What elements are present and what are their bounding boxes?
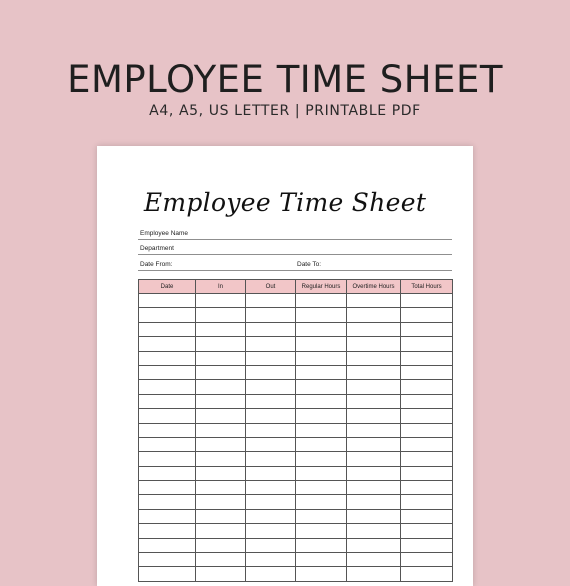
table-cell[interactable] xyxy=(246,567,296,581)
table-cell[interactable] xyxy=(347,452,401,466)
table-cell[interactable] xyxy=(196,365,246,379)
table-cell[interactable] xyxy=(196,481,246,495)
table-row xyxy=(139,308,453,322)
table-cell[interactable] xyxy=(401,294,453,308)
table-cell[interactable] xyxy=(401,553,453,567)
table-cell[interactable] xyxy=(196,437,246,451)
table-cell[interactable] xyxy=(401,394,453,408)
table-row xyxy=(139,524,453,538)
table-cell[interactable] xyxy=(139,495,196,509)
column-header-out: Out xyxy=(246,280,296,294)
table-cell[interactable] xyxy=(296,351,347,365)
table-cell[interactable] xyxy=(296,538,347,552)
table-cell[interactable] xyxy=(196,351,246,365)
table-cell[interactable] xyxy=(139,509,196,523)
table-cell[interactable] xyxy=(139,380,196,394)
table-cell[interactable] xyxy=(401,423,453,437)
table-cell[interactable] xyxy=(246,524,296,538)
table-row xyxy=(139,365,453,379)
table-cell[interactable] xyxy=(401,509,453,523)
table-cell[interactable] xyxy=(139,308,196,322)
table-cell[interactable] xyxy=(196,509,246,523)
banner-title: EMPLOYEE TIME SHEET xyxy=(67,58,503,101)
table-cell[interactable] xyxy=(347,553,401,567)
table-cell[interactable] xyxy=(139,567,196,581)
table-cell[interactable] xyxy=(196,553,246,567)
table-row xyxy=(139,351,453,365)
table-cell[interactable] xyxy=(246,351,296,365)
table-cell[interactable] xyxy=(347,365,401,379)
table-cell[interactable] xyxy=(246,495,296,509)
table-cell[interactable] xyxy=(196,308,246,322)
table-cell[interactable] xyxy=(296,337,347,351)
table-cell[interactable] xyxy=(139,466,196,480)
table-cell[interactable] xyxy=(196,423,246,437)
table-cell[interactable] xyxy=(401,452,453,466)
sheet-title: Employee Time Sheet xyxy=(143,188,427,217)
table-cell[interactable] xyxy=(139,294,196,308)
table-cell[interactable] xyxy=(139,437,196,451)
table-cell[interactable] xyxy=(139,351,196,365)
table-row xyxy=(139,466,453,480)
table-cell[interactable] xyxy=(296,322,347,336)
table-cell[interactable] xyxy=(246,437,296,451)
table-row xyxy=(139,409,453,423)
table-cell[interactable] xyxy=(196,337,246,351)
table-cell[interactable] xyxy=(401,538,453,552)
table-cell[interactable] xyxy=(401,409,453,423)
table-cell[interactable] xyxy=(347,322,401,336)
table-cell[interactable] xyxy=(139,322,196,336)
table-row xyxy=(139,337,453,351)
table-cell[interactable] xyxy=(347,437,401,451)
table-cell[interactable] xyxy=(347,409,401,423)
table-row xyxy=(139,509,453,523)
table-cell[interactable] xyxy=(196,538,246,552)
table-cell[interactable] xyxy=(139,538,196,552)
table-cell[interactable] xyxy=(246,538,296,552)
table-cell[interactable] xyxy=(401,365,453,379)
table-cell[interactable] xyxy=(347,481,401,495)
table-cell[interactable] xyxy=(401,380,453,394)
table-cell[interactable] xyxy=(401,495,453,509)
table-cell[interactable] xyxy=(246,322,296,336)
table-cell[interactable] xyxy=(246,380,296,394)
table-cell[interactable] xyxy=(296,409,347,423)
table-cell[interactable] xyxy=(296,437,347,451)
table-cell[interactable] xyxy=(347,351,401,365)
table-cell[interactable] xyxy=(347,567,401,581)
table-cell[interactable] xyxy=(296,524,347,538)
table-cell[interactable] xyxy=(347,509,401,523)
table-cell[interactable] xyxy=(246,365,296,379)
table-cell[interactable] xyxy=(401,437,453,451)
table-cell[interactable] xyxy=(246,394,296,408)
date-from-label: Date From: xyxy=(140,261,173,268)
table-cell[interactable] xyxy=(347,538,401,552)
table-cell[interactable] xyxy=(196,524,246,538)
table-header-row xyxy=(139,280,453,294)
table-cell[interactable] xyxy=(347,337,401,351)
table-cell[interactable] xyxy=(196,380,246,394)
column-header-regular-hours: Regular Hours xyxy=(296,280,347,294)
table-cell[interactable] xyxy=(296,308,347,322)
table-cell[interactable] xyxy=(196,466,246,480)
table-cell[interactable] xyxy=(296,294,347,308)
table-cell[interactable] xyxy=(296,380,347,394)
employee-name-label: Employee Name xyxy=(140,230,189,237)
table-cell[interactable] xyxy=(347,380,401,394)
timesheet-table xyxy=(138,279,453,582)
table-cell[interactable] xyxy=(139,423,196,437)
table-cell[interactable] xyxy=(246,423,296,437)
table-cell[interactable] xyxy=(139,409,196,423)
table-cell[interactable] xyxy=(296,452,347,466)
table-cell[interactable] xyxy=(347,423,401,437)
table-cell[interactable] xyxy=(246,409,296,423)
table-cell[interactable] xyxy=(347,308,401,322)
table-cell[interactable] xyxy=(246,294,296,308)
table-cell[interactable] xyxy=(246,452,296,466)
table-cell[interactable] xyxy=(296,567,347,581)
banner-subtitle: A4, A5, US LETTER | PRINTABLE PDF xyxy=(149,103,421,119)
table-row xyxy=(139,495,453,509)
table-cell[interactable] xyxy=(296,481,347,495)
table-cell[interactable] xyxy=(139,481,196,495)
table-cell[interactable] xyxy=(401,337,453,351)
table-row xyxy=(139,423,453,437)
table-cell[interactable] xyxy=(139,524,196,538)
table-cell[interactable] xyxy=(296,466,347,480)
table-row xyxy=(139,553,453,567)
table-row xyxy=(139,322,453,336)
date-line[interactable] xyxy=(138,270,452,271)
table-cell[interactable] xyxy=(196,409,246,423)
table-cell[interactable] xyxy=(401,567,453,581)
column-header-total-hours: Total Hours xyxy=(401,280,453,294)
table-cell[interactable] xyxy=(139,452,196,466)
table-cell[interactable] xyxy=(347,466,401,480)
date-to-label: Date To: xyxy=(297,261,322,268)
table-row xyxy=(139,538,453,552)
table-cell[interactable] xyxy=(401,466,453,480)
table-cell[interactable] xyxy=(296,423,347,437)
table-cell[interactable] xyxy=(196,322,246,336)
table-cell[interactable] xyxy=(196,394,246,408)
table-row xyxy=(139,567,453,581)
table-row xyxy=(139,394,453,408)
table-cell[interactable] xyxy=(246,308,296,322)
table-row xyxy=(139,452,453,466)
table-cell[interactable] xyxy=(347,394,401,408)
table-cell[interactable] xyxy=(296,509,347,523)
table-cell[interactable] xyxy=(139,553,196,567)
table-cell[interactable] xyxy=(296,553,347,567)
table-cell[interactable] xyxy=(401,351,453,365)
timesheet-page xyxy=(97,146,473,586)
table-cell[interactable] xyxy=(139,365,196,379)
table-cell[interactable] xyxy=(139,394,196,408)
table-cell[interactable] xyxy=(401,481,453,495)
table-cell[interactable] xyxy=(246,509,296,523)
table-row xyxy=(139,437,453,451)
table-cell[interactable] xyxy=(347,495,401,509)
department-line[interactable] xyxy=(138,254,452,255)
department-label: Department xyxy=(140,245,174,252)
column-header-in: In xyxy=(196,280,246,294)
column-header-overtime-hours: Overtime Hours xyxy=(347,280,401,294)
table-row xyxy=(139,481,453,495)
table-cell[interactable] xyxy=(196,495,246,509)
table-row xyxy=(139,380,453,394)
table-cell[interactable] xyxy=(246,466,296,480)
employee-name-line[interactable] xyxy=(138,239,452,240)
table-cell[interactable] xyxy=(347,524,401,538)
table-cell[interactable] xyxy=(401,322,453,336)
table-cell[interactable] xyxy=(296,365,347,379)
table-row xyxy=(139,294,453,308)
table-cell[interactable] xyxy=(401,524,453,538)
table-cell[interactable] xyxy=(246,481,296,495)
table-cell[interactable] xyxy=(296,495,347,509)
timesheet-body xyxy=(139,294,453,582)
table-cell[interactable] xyxy=(296,394,347,408)
table-cell[interactable] xyxy=(196,294,246,308)
table-cell[interactable] xyxy=(401,308,453,322)
table-cell[interactable] xyxy=(196,567,246,581)
table-cell[interactable] xyxy=(139,337,196,351)
table-cell[interactable] xyxy=(196,452,246,466)
table-cell[interactable] xyxy=(246,553,296,567)
column-header-date: Date xyxy=(139,280,196,294)
table-cell[interactable] xyxy=(246,337,296,351)
table-cell[interactable] xyxy=(347,294,401,308)
